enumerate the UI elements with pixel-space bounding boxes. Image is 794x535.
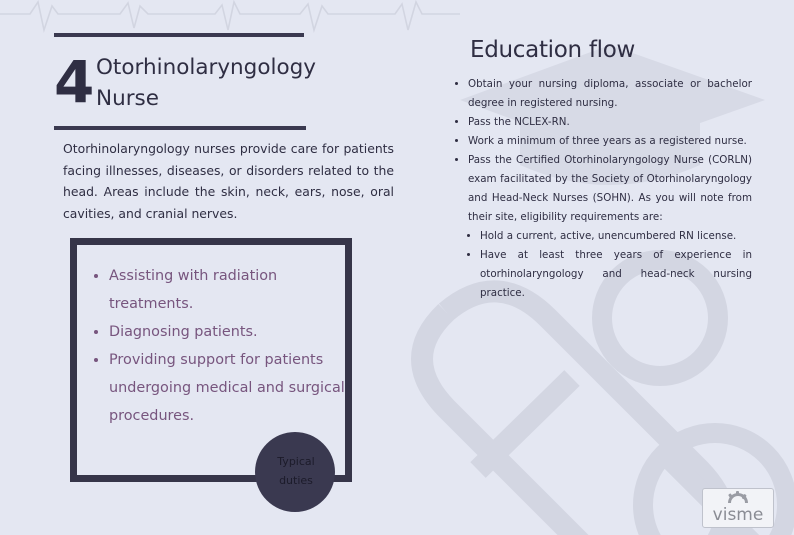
list-item: • Have at least three years of experience in otorhinolaryngology and head-neck nursing practice. (480, 246, 752, 303)
duties-badge-label: Typical duties (277, 455, 315, 487)
list-item: • Obtain your nursing diploma, associate or bachelor degree in registered nursing. (468, 75, 752, 113)
list-item: • Diagnosing patients. (109, 318, 359, 346)
list-item (468, 151, 752, 303)
page-title: Otorhinolaryngology Nurse (96, 55, 316, 111)
intro-paragraph: Otorhinolaryngology nurses provide care for patients facing illnesses, diseases, or disorders related to the head. Areas include the skin, neck, ears, nose, oral cavities, and cranial nerves. (63, 141, 394, 221)
list-item: • Hold a current, active, unencumbered RN license. (480, 227, 752, 246)
list-item: • Assisting with radiation treatments. (109, 262, 359, 318)
visme-logo-text: visme (712, 505, 764, 525)
list-item-text: Pass the Certified Otorhinolaryngology Nurse (CORLN) exam facilitated by the Society of Otorhinolaryngology and Head-Neck Nurses (SOHN). As you will note from their site, eligibility requirements are: (468, 154, 752, 223)
education-steps (456, 75, 752, 303)
heartbeat-line-icon (0, 2, 460, 30)
bottom-rule (54, 126, 306, 130)
education-title: Education flow (470, 37, 635, 63)
duties-list (87, 262, 359, 430)
list-item: • Pass the NCLEX-RN. (468, 113, 752, 132)
section-number: 4 (54, 48, 93, 116)
list-item: • Providing support for patients undergoing medical and surgical procedures. (109, 346, 359, 430)
list-item: • Work a minimum of three years as a registered nurse. (468, 132, 752, 151)
requirements-list (468, 227, 752, 303)
capsule-icon (422, 291, 724, 535)
top-rule (54, 33, 304, 37)
